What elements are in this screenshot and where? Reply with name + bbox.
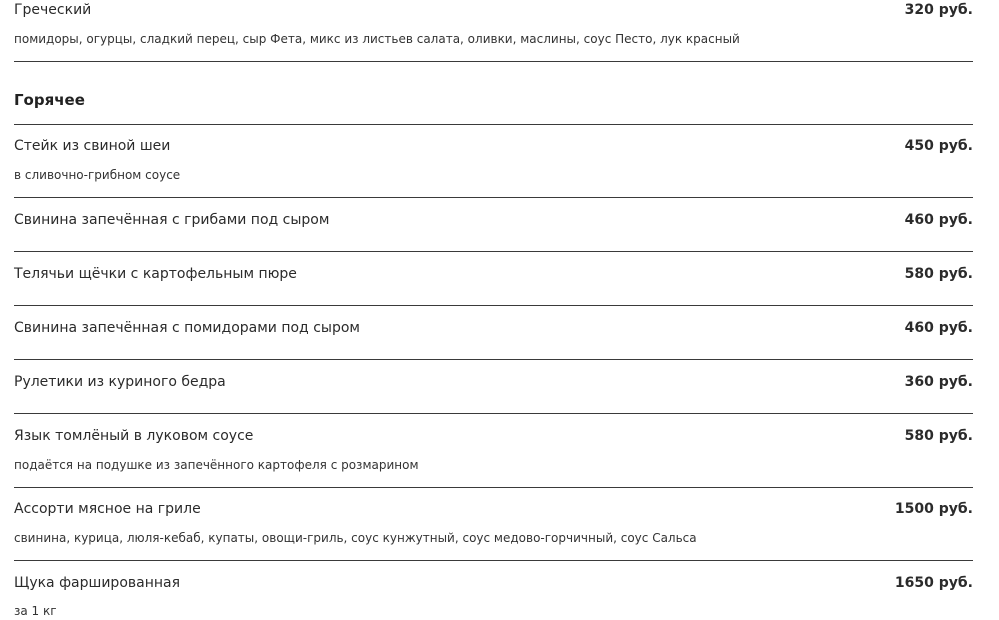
menu-item <box>14 428 973 484</box>
menu-item-description: свинина, курица, люля-кебаб, купаты, овощи-гриль, соус кунжутный, соус медово-горчичный, соус Сальса <box>14 531 697 545</box>
menu-item-greek <box>14 2 973 58</box>
section-title-hot: Горячее <box>14 91 85 109</box>
menu-item <box>14 374 973 404</box>
menu-item-name: Свинина запечённая с помидорами под сыром <box>14 320 360 336</box>
menu-item-price: 1500 руб. <box>894 501 973 517</box>
menu-item <box>14 138 973 194</box>
menu-item <box>14 212 973 242</box>
divider <box>14 487 973 488</box>
menu-item-name: Телячьи щёчки с картофельным пюре <box>14 266 297 282</box>
divider <box>14 413 973 414</box>
menu-item-price: 580 руб. <box>904 428 973 444</box>
menu-item <box>14 266 973 296</box>
menu-item-price: 360 руб. <box>904 374 973 390</box>
menu-item-description: подаётся на подушке из запечённого картофеля с розмарином <box>14 458 419 472</box>
divider <box>14 61 973 62</box>
menu-item-name: Рулетики из куриного бедра <box>14 374 226 390</box>
divider <box>14 124 973 125</box>
menu-item-name: Щука фаршированная <box>14 575 181 591</box>
menu-item-price: 320 руб. <box>904 2 973 18</box>
divider <box>14 305 973 306</box>
menu-item-description: в сливочно-грибном соусе <box>14 168 181 182</box>
divider <box>14 359 973 360</box>
menu-item <box>14 575 973 620</box>
menu-item-name: Ассорти мясное на гриле <box>14 501 201 517</box>
menu-item-price: 580 руб. <box>904 266 973 282</box>
menu-item <box>14 320 973 350</box>
menu-item-price: 460 руб. <box>904 320 973 336</box>
menu-item-name: Стейк из свиной шеи <box>14 138 171 154</box>
menu-item-name: Язык томлёный в луковом соусе <box>14 428 254 444</box>
menu-item-price: 460 руб. <box>904 212 973 228</box>
menu-item-description: за 1 кг <box>14 604 57 618</box>
menu-item-name: Свинина запечённая с грибами под сыром <box>14 212 330 228</box>
divider <box>14 251 973 252</box>
divider <box>14 197 973 198</box>
menu-item <box>14 501 973 557</box>
menu-item-price: 450 руб. <box>904 138 973 154</box>
divider <box>14 560 973 561</box>
menu-item-price: 1650 руб. <box>894 575 973 591</box>
menu-item-description: помидоры, огурцы, сладкий перец, сыр Фета, микс из листьев салата, оливки, маслины, соус Песто, лук красный <box>14 32 740 46</box>
menu-item-name: Греческий <box>14 2 92 18</box>
